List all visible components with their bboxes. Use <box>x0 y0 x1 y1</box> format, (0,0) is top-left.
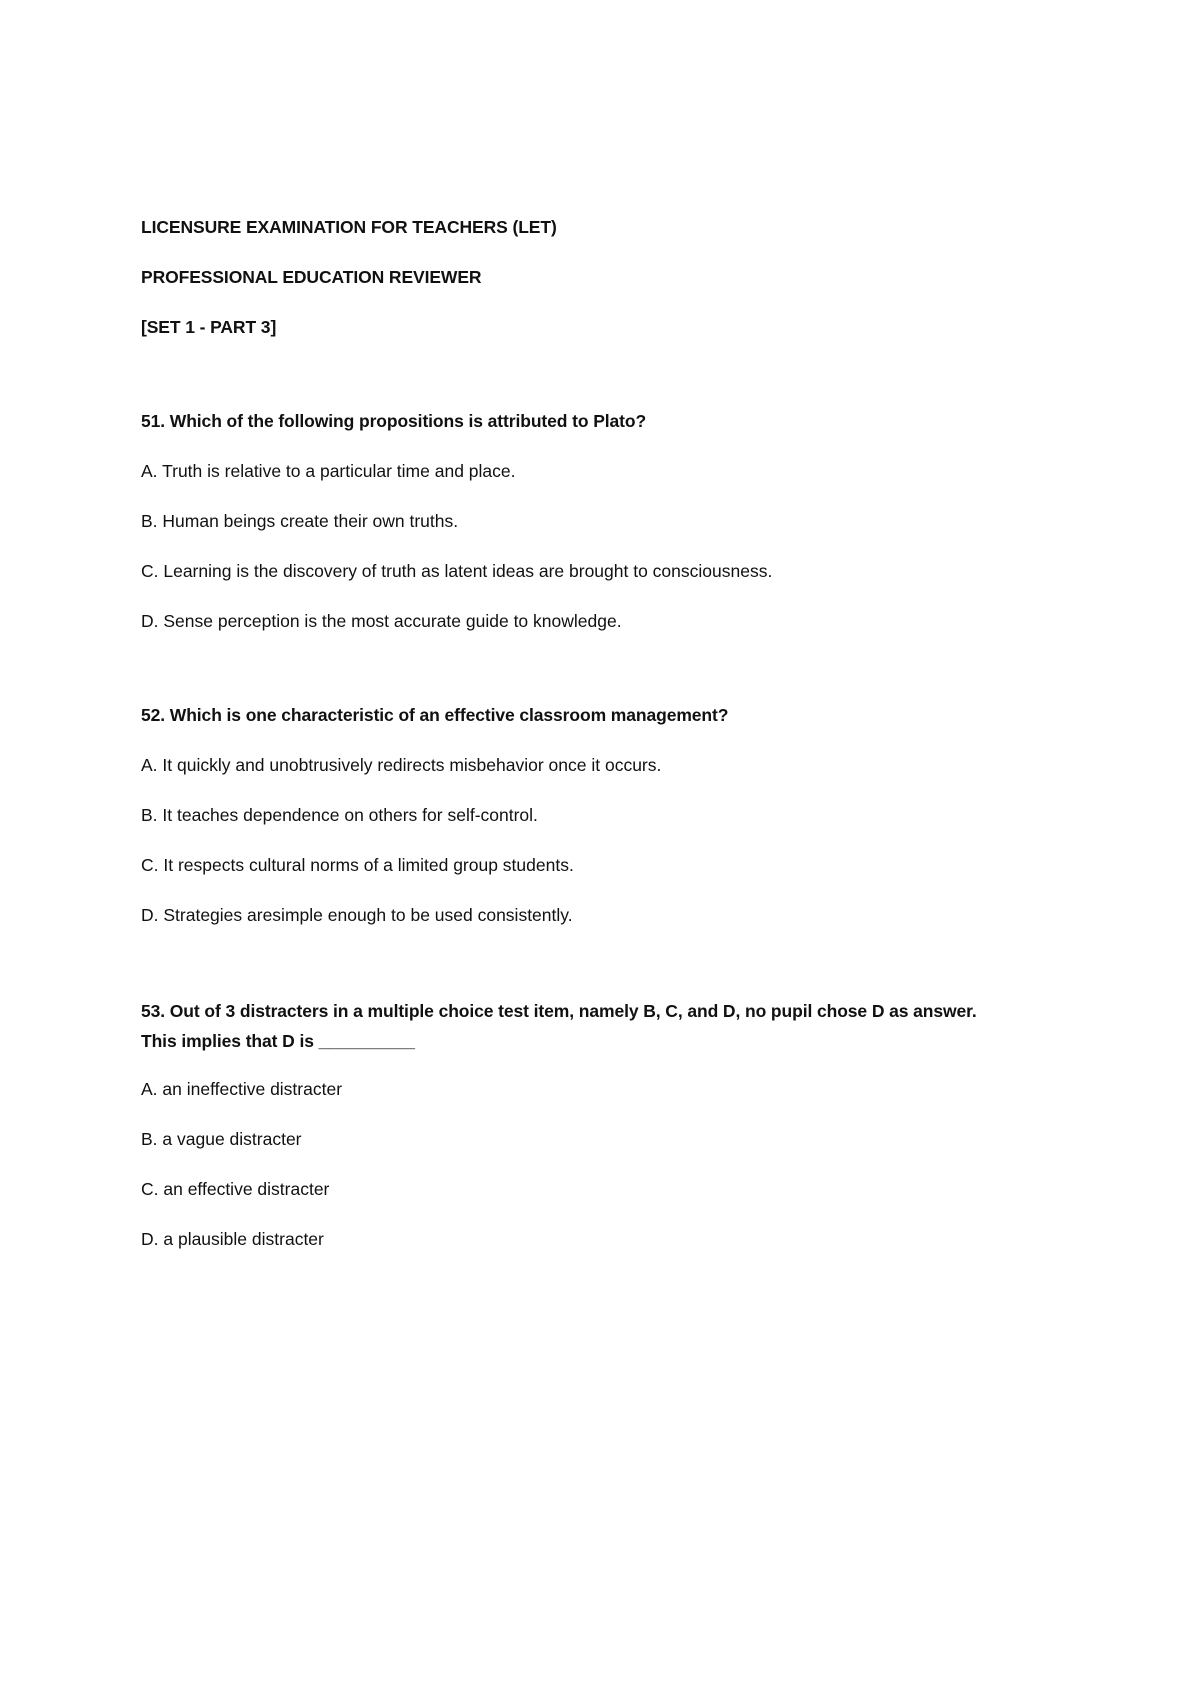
option-b: B. a vague distracter <box>141 1129 302 1149</box>
question-text-line-2: This implies that D is __________ <box>141 1031 415 1051</box>
question-text <box>141 996 1101 1056</box>
option-d: D. Sense perception is the most accurate guide to knowledge. <box>141 611 622 631</box>
question-51 <box>141 408 1101 634</box>
option-a: A. an ineffective distracter <box>141 1079 343 1099</box>
option-b: B. It teaches dependence on others for self-control. <box>141 805 538 825</box>
question-text-line-1: 53. Out of 3 distracters in a multiple choice test item, namely B, C, and D, no pupil chose D as answer. <box>141 1001 977 1021</box>
option-d: D. Strategies aresimple enough to be used consistently. <box>141 905 573 925</box>
option-b: B. Human beings create their own truths. <box>141 511 459 531</box>
question-text: 51. Which of the following propositions is attributed to Plato? <box>141 411 647 431</box>
question-text: 52. Which is one characteristic of an effective classroom management? <box>141 705 729 725</box>
set-label: [SET 1 - PART 3] <box>141 317 277 337</box>
option-a: A. It quickly and unobtrusively redirects misbehavior once it occurs. <box>141 755 662 775</box>
question-52 <box>141 702 1101 928</box>
exam-title: LICENSURE EXAMINATION FOR TEACHERS (LET) <box>141 217 557 237</box>
document-header <box>141 214 1101 340</box>
reviewer-subtitle: PROFESSIONAL EDUCATION REVIEWER <box>141 267 482 287</box>
option-d: D. a plausible distracter <box>141 1229 324 1249</box>
question-53 <box>141 996 1101 1252</box>
option-c: C. Learning is the discovery of truth as latent ideas are brought to consciousness. <box>141 561 773 581</box>
option-c: C. It respects cultural norms of a limited group students. <box>141 855 574 875</box>
document-content <box>141 214 1101 1320</box>
option-c: C. an effective distracter <box>141 1179 330 1199</box>
option-a: A. Truth is relative to a particular time and place. <box>141 461 516 481</box>
